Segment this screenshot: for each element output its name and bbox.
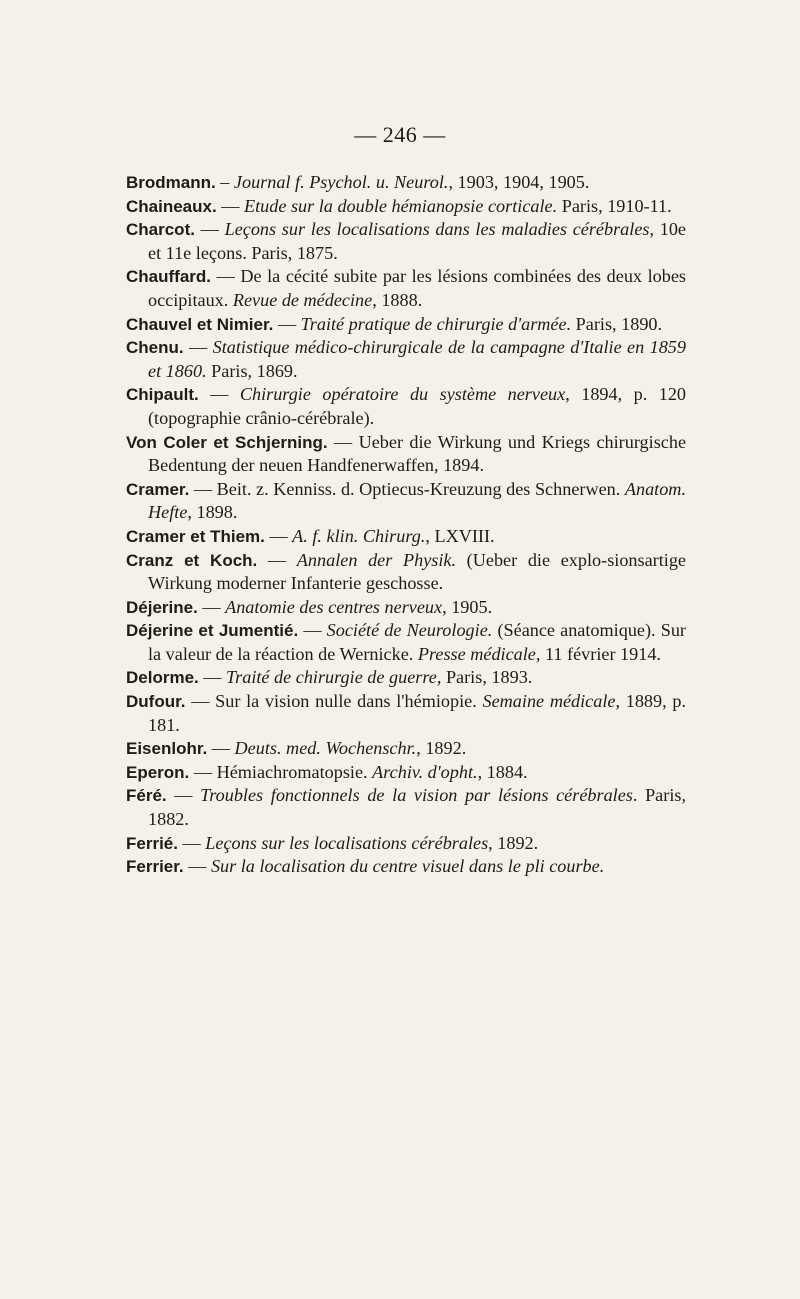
entry-details: , Paris, 1893. (436, 667, 533, 688)
entry-details: , 1894, p. 120 (topographie crânio-cérébrale). (148, 384, 686, 428)
entry-separator: — (197, 596, 226, 617)
entry-author: Eisenlohr. (126, 739, 208, 759)
entry-details-end: , 1888. (372, 289, 423, 310)
entry-author: Cramer. (126, 479, 190, 499)
entry-details: , LXVIII. (425, 525, 495, 546)
page-number: — 246 — (354, 122, 446, 147)
entry-separator: — (298, 620, 327, 641)
entry-details-end: , 11 février 1914. (535, 643, 661, 664)
entry-details: (Ueber die explo-sionsartige Wirkung moderner Infanterie geschosse. (148, 549, 686, 594)
entry-title: Société de Neurologie. (326, 620, 493, 641)
bibliography-entry (126, 619, 686, 666)
bibliography-entry (126, 431, 686, 478)
entry-separator: — (198, 667, 227, 688)
entry-separator: — (166, 785, 201, 806)
entry-journal: Anatom. Hefte (148, 478, 686, 523)
entry-author: Ferrié. (126, 833, 178, 853)
bibliography-entry (126, 478, 686, 525)
entry-separator: — (273, 313, 301, 334)
entry-title: A. f. klin. Chirurg. (292, 525, 426, 546)
bibliography-entry (126, 666, 686, 690)
entry-details-end: , 1898. (187, 502, 238, 523)
entry-separator: – (215, 172, 234, 192)
entry-author: Charcot. (126, 220, 195, 240)
entry-title: Leçons sur les localisations cérébrales (205, 832, 489, 853)
bibliography-entry (126, 383, 686, 430)
entry-details: , 10e et 11e leçons. Paris, 1875. (148, 219, 686, 263)
entry-title: Leçons sur les localisations dans les maladies cérébrales (224, 219, 650, 240)
entry-details: Paris, 1869. (206, 360, 298, 381)
bibliography-entry (126, 784, 686, 831)
entry-author: Déjerine. (126, 597, 198, 617)
entry-title: Chirurgie opératoire du système nerveux (239, 384, 566, 405)
entry-title: Journal f. Psychol. u. Neurol. (233, 172, 449, 192)
entry-title: Annalen der Physik. (296, 549, 457, 570)
bibliography-entry (126, 525, 686, 549)
bibliography-entry (126, 171, 686, 195)
bibliography-entry (126, 761, 686, 785)
entry-title: Etude sur la double hémianopsie corticale. (243, 195, 558, 216)
bibliography-entry (126, 218, 686, 265)
entry-author: Cranz et Koch. (126, 550, 258, 570)
entry-journal: Revue de médecine (232, 289, 373, 310)
bibliography-entry (126, 265, 686, 312)
entry-author: Chaineaux. (126, 196, 217, 216)
entry-separator: — (194, 219, 225, 240)
entry-details: . Paris, 1882. (148, 785, 686, 830)
entry-title: Anatomie des centres nerveux (225, 596, 443, 617)
entry-details: , 1892. (488, 832, 539, 853)
entry-title: Troubles fonctionnels de la vision par lésions cérébrales (200, 785, 633, 806)
entry-author: Dufour. (126, 692, 186, 712)
entry-title: Traité de chirurgie de guerre (226, 667, 437, 688)
entry-author: Déjerine et Jumentié. (126, 621, 299, 641)
entry-details: Sur la vision nulle dans l'hémiopie. (215, 691, 483, 712)
entry-separator: — (185, 691, 216, 712)
entry-separator: — (189, 478, 217, 499)
entry-details: Paris, 1890. (571, 313, 663, 334)
entry-author: Chenu. (126, 338, 184, 358)
entry-author: Von Coler et Schjerning. (126, 432, 328, 452)
entry-journal: Semaine médicale (482, 691, 616, 712)
entry-details: (Séance anatomique). Sur la valeur de la réaction de Wernicke. (148, 620, 686, 664)
entry-author: Brodmann. (126, 173, 216, 192)
entry-title: Statistique médico-chirurgicale de la campagne d'Italie en 1859 et 1860. (148, 337, 686, 381)
bibliography-entry (126, 336, 686, 383)
entry-author: Delorme. (126, 668, 199, 688)
entry-details: Beit. z. Kenniss. d. Optiecus-Kreuzung des Schnerwen. (216, 478, 625, 499)
bibliography-entry (126, 313, 686, 337)
entry-author: Chipault. (126, 385, 199, 405)
bibliography-entry (126, 737, 686, 761)
bibliography-entry (126, 195, 686, 219)
entry-separator: — (183, 337, 213, 358)
entry-author: Féré. (126, 786, 167, 806)
entry-title: Traité pratique de chirurgie d'armée. (300, 313, 572, 334)
entry-separator: — (264, 525, 293, 546)
bibliography-entry (126, 690, 686, 737)
entry-author: Chauffard. (126, 267, 211, 287)
entry-details: , 1903, 1904, 1905. (448, 172, 590, 192)
entry-details-end: , 1884. (477, 761, 528, 782)
entry-details: , 1905. (442, 596, 493, 617)
entry-separator: — (183, 856, 211, 877)
entry-title: Deuts. med. Wochenschr. (234, 738, 417, 759)
entry-separator: — (177, 832, 206, 853)
entry-author: Ferrier. (126, 857, 184, 877)
entry-separator: — (207, 738, 235, 759)
entry-author: Cramer et Thiem. (126, 526, 265, 546)
entry-separator: — (257, 549, 297, 570)
entry-separator: — (216, 195, 244, 216)
entry-details: Ueber die Wirkung und Kriegs chirurgische Bedentung der neuen Handfenerwaffen, 1894. (148, 431, 687, 476)
entry-author: Eperon. (126, 762, 190, 782)
entry-journal: Presse médicale (417, 643, 536, 664)
entry-author: Chauvel et Nimier. (126, 314, 274, 334)
entry-details-end: , 1889, p. 181. (148, 691, 687, 735)
bibliography-list (126, 171, 686, 879)
entry-details: , 1892. (416, 738, 467, 759)
entry-separator: — (327, 431, 359, 452)
entry-separator: — (211, 266, 241, 287)
bibliography-entry (126, 855, 686, 879)
bibliography-entry (126, 549, 686, 596)
entry-title: Sur la localisation du centre visuel dans le pli courbe. (210, 856, 605, 877)
entry-details: Hémiachromatopsie. (216, 761, 373, 782)
bibliography-entry (126, 596, 686, 620)
bibliography-entry (126, 832, 686, 856)
entry-separator: — (189, 761, 217, 782)
entry-journal: Archiv. d'opht. (372, 761, 478, 782)
entry-details: De la cécité subite par les lésions combinées des deux lobes occipitaux. (148, 266, 686, 310)
entry-details: Paris, 1910-11. (557, 195, 672, 216)
entry-separator: — (198, 384, 240, 405)
